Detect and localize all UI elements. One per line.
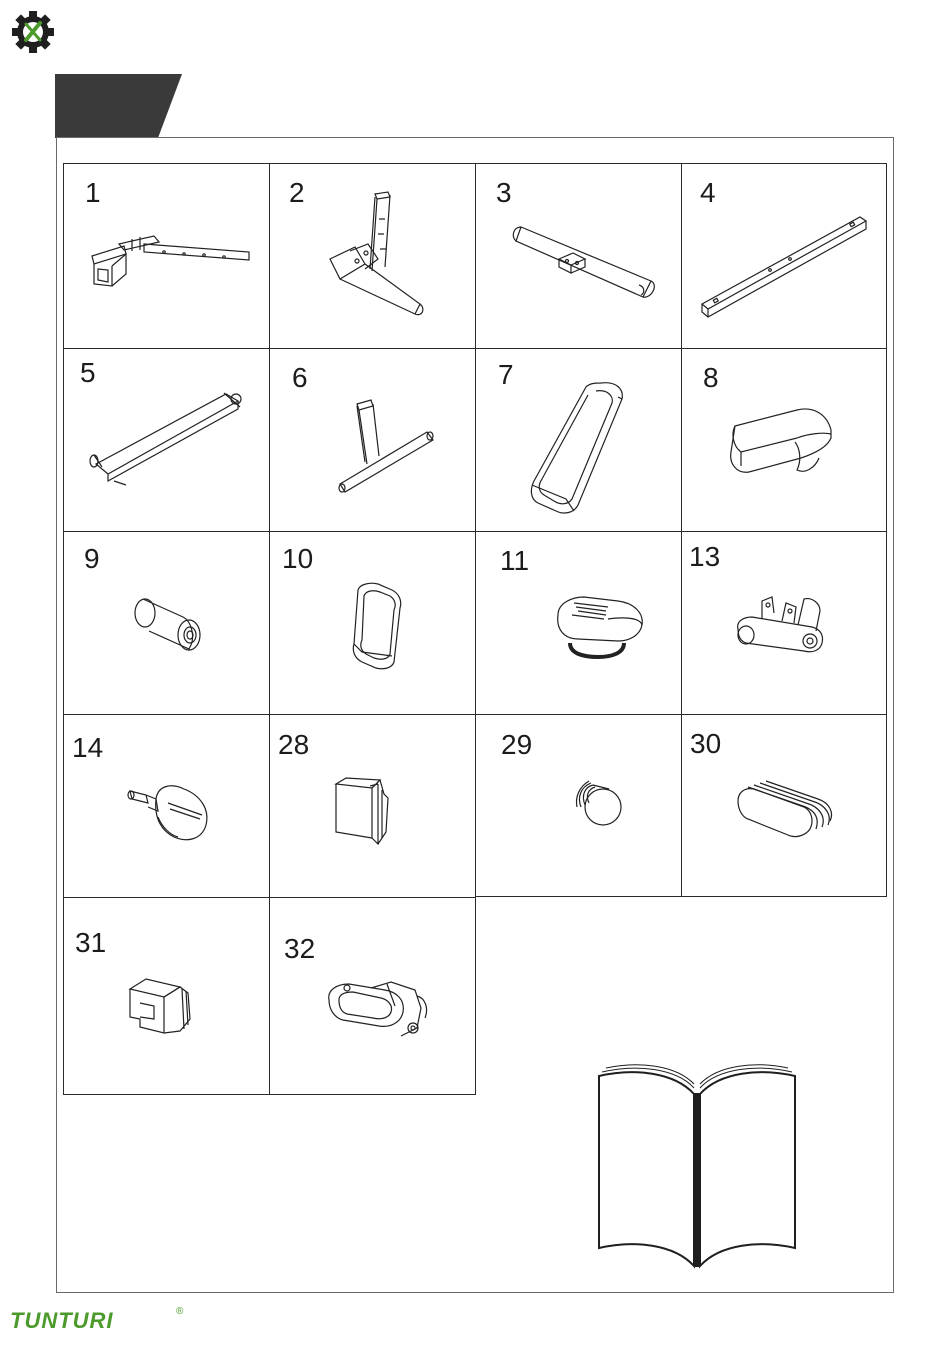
part-number: 11 (500, 545, 530, 576)
part-number: 31 (75, 927, 107, 958)
part-32-clamp-drawing (325, 978, 440, 1048)
part-number: 13 (689, 541, 721, 572)
part-cell-32 (269, 897, 475, 1095)
part-number: 6 (292, 362, 308, 393)
part-5-tube-bar-drawing (86, 389, 246, 489)
part-11-foot-cap-drawing (548, 587, 648, 667)
grid-bottom-border (475, 896, 887, 897)
part-3-crossbar-drawing (511, 219, 661, 304)
part-4-rail-drawing (700, 209, 870, 319)
part-13-bracket-drawing (732, 587, 842, 667)
part-cell-14 (63, 714, 269, 897)
part-number: 2 (289, 177, 305, 208)
part-cell-1 (63, 163, 269, 348)
part-2-upright-post-drawing (320, 189, 430, 319)
part-cell-11 (475, 531, 681, 714)
part-cell-28 (269, 714, 475, 897)
part-number: 1 (85, 177, 101, 208)
part-30-oval-plug-drawing (734, 777, 834, 849)
part-number: 4 (700, 177, 716, 208)
part-cell-29 (475, 714, 681, 897)
part-number: 10 (282, 543, 314, 574)
part-cell-2 (269, 163, 475, 348)
grid-right-border (886, 163, 887, 897)
part-cell-5 (63, 348, 269, 531)
part-8-pad-drawing (727, 404, 837, 484)
part-9-roller-drawing (129, 587, 219, 662)
part-cell-4 (681, 163, 887, 348)
section-tab (55, 74, 182, 138)
registered-mark: ® (176, 1306, 184, 1317)
part-14-knob-drawing (126, 777, 226, 849)
part-7-seat-pad-drawing (526, 377, 636, 517)
part-cell-31 (63, 897, 269, 1095)
part-number: 9 (84, 543, 100, 574)
part-number: 28 (278, 729, 310, 760)
part-cell-6 (269, 348, 475, 531)
part-cell-7 (475, 348, 681, 531)
part-cell-3 (475, 163, 681, 348)
part-29-round-plug-drawing (571, 777, 631, 833)
open-book-icon (594, 1058, 800, 1270)
gear-wrench-icon (10, 9, 56, 55)
part-number: 30 (690, 728, 722, 759)
part-cell-30 (681, 714, 887, 897)
part-number: 29 (501, 729, 533, 760)
part-number: 8 (703, 362, 719, 393)
part-31-clip-cap-drawing (124, 973, 199, 1043)
part-cell-9 (63, 531, 269, 714)
part-number: 5 (80, 357, 96, 388)
part-number: 3 (496, 177, 512, 208)
part-number: 14 (72, 732, 104, 763)
part-cell-10 (269, 531, 475, 714)
part-1-frame-arm-drawing (84, 224, 254, 304)
grid-top-border (63, 163, 887, 164)
part-cell-8 (681, 348, 887, 531)
part-number: 32 (284, 933, 316, 964)
part-28-square-cap-drawing (330, 770, 400, 855)
part-10-sleeve-drawing (348, 582, 418, 672)
brand-name: TUNTURI (10, 1308, 114, 1333)
brand-logo (10, 1308, 190, 1334)
part-cell-13 (681, 531, 887, 714)
part-6-t-bar-drawing (335, 394, 445, 499)
part-number: 7 (498, 359, 514, 390)
grid-row5-right-border (475, 897, 476, 1095)
